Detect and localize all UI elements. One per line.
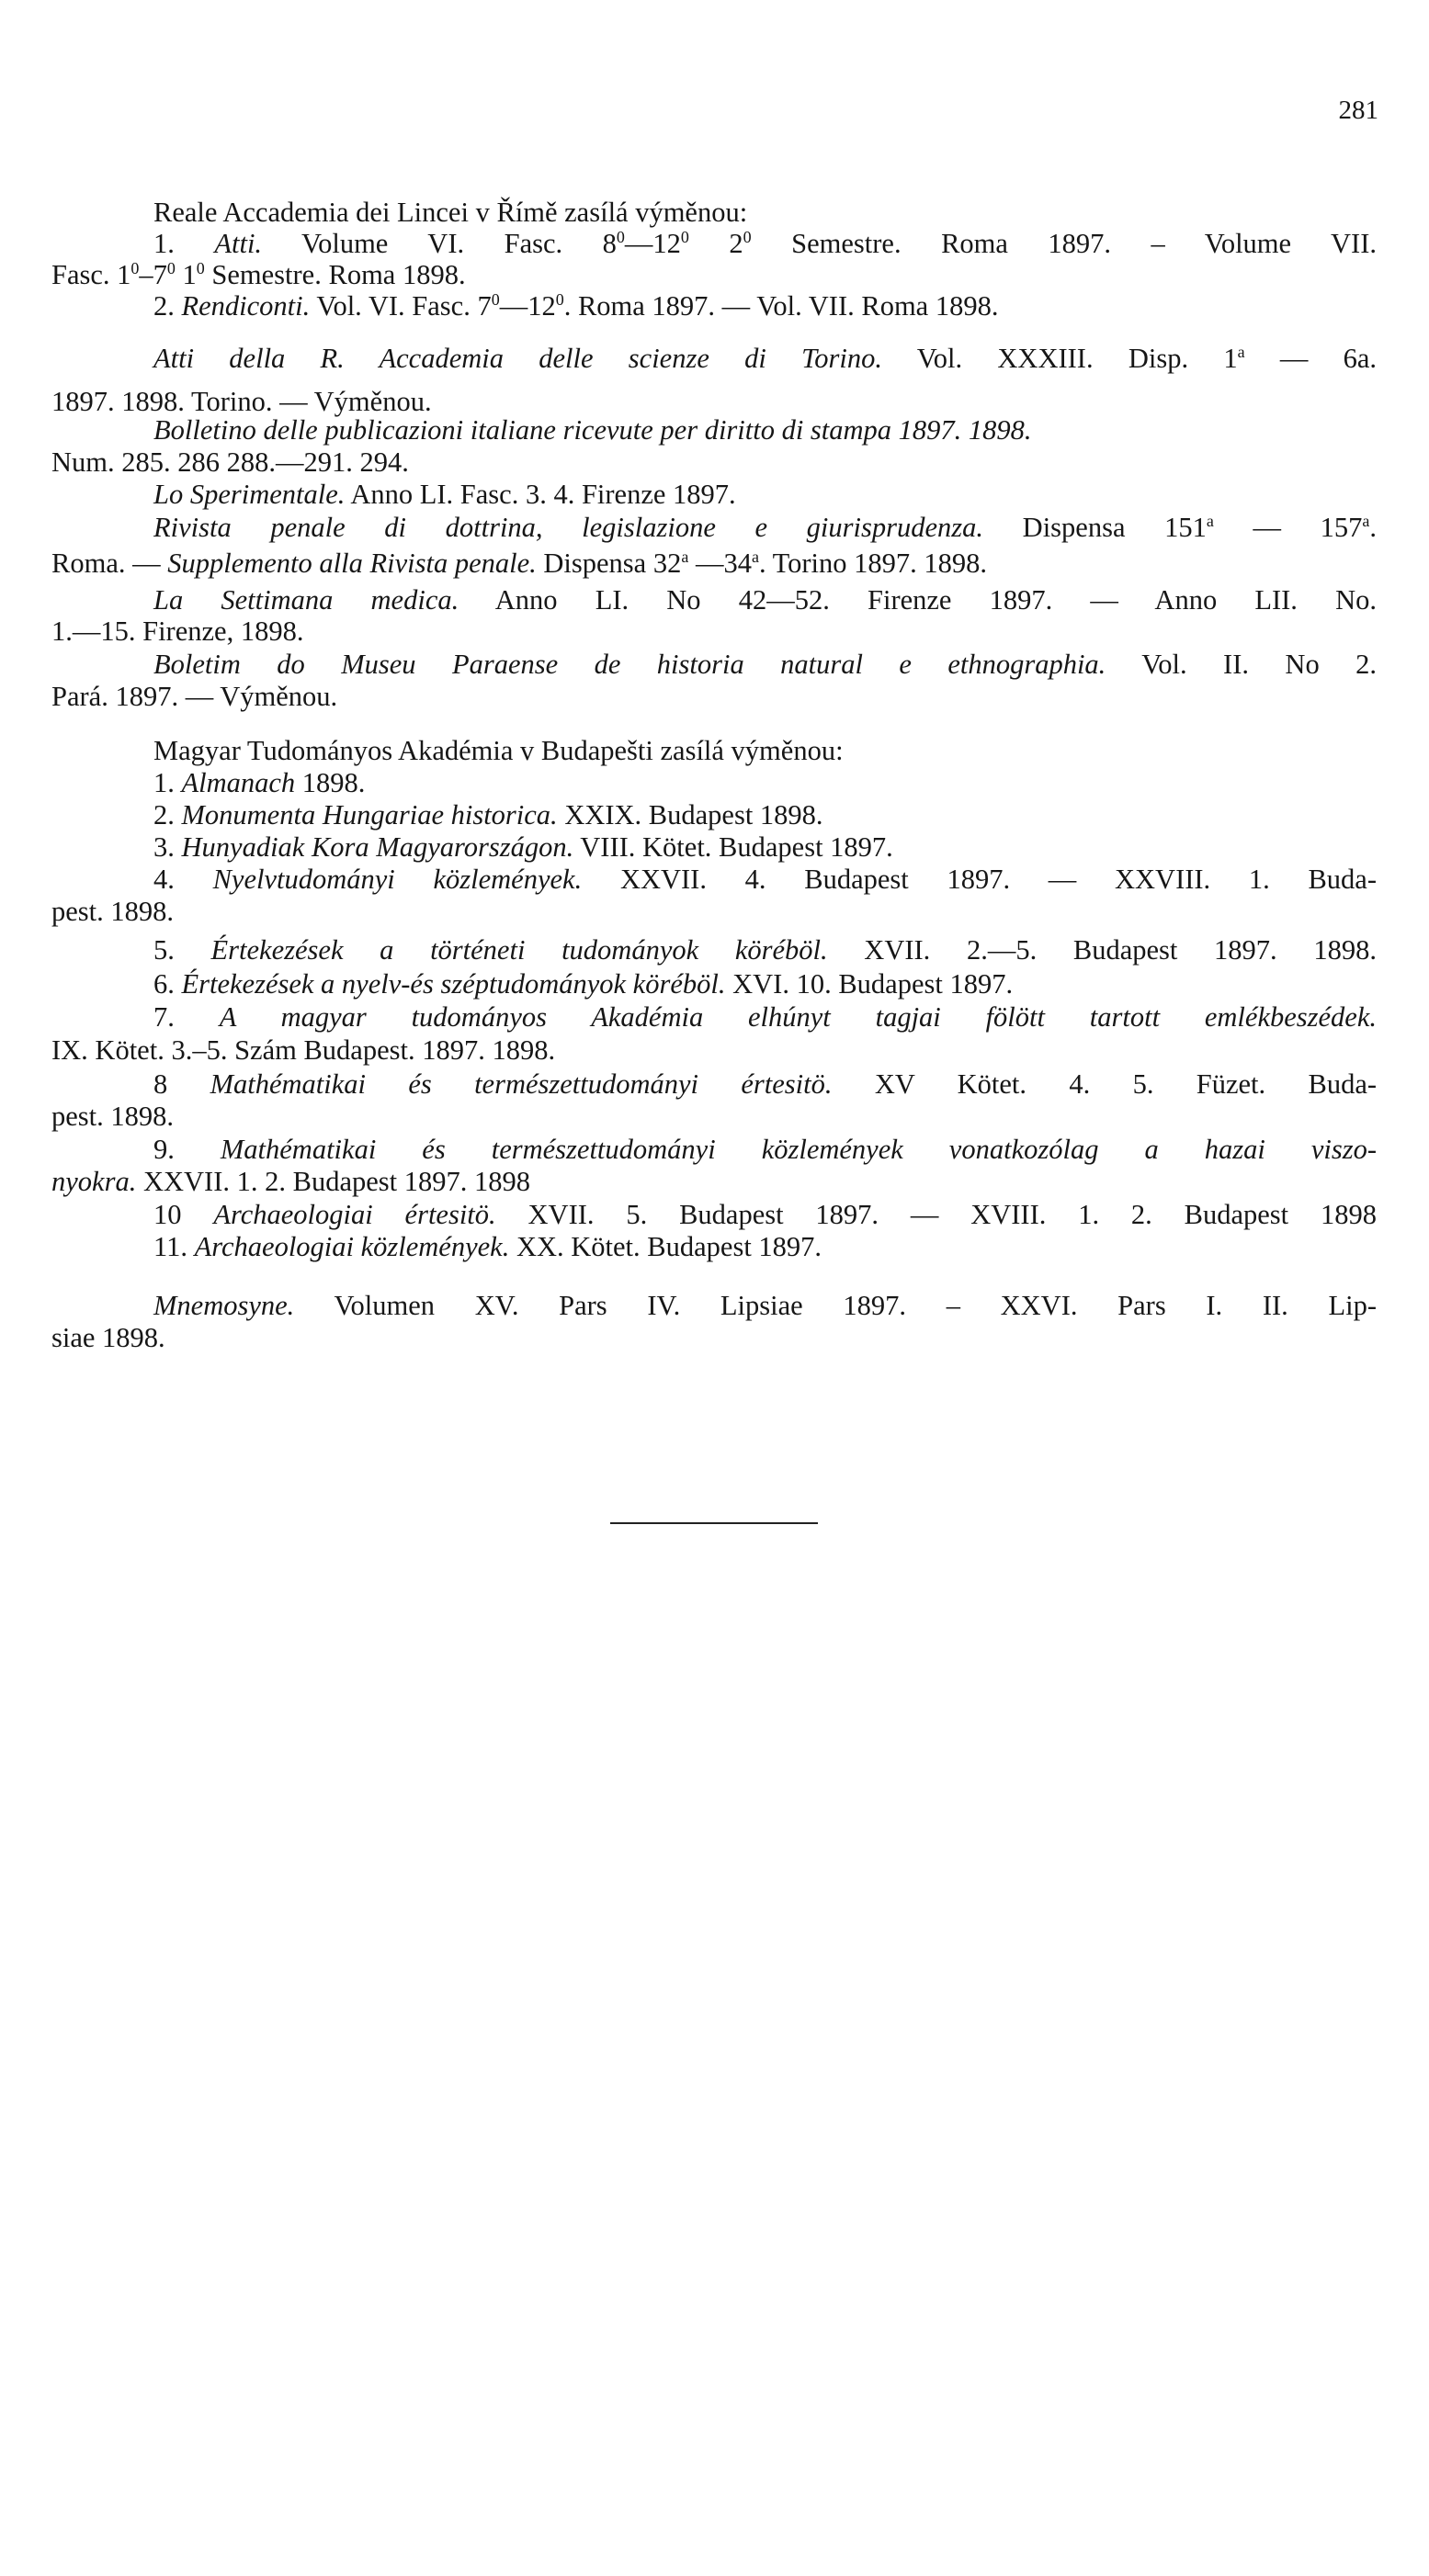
list-item: 7. A magyar tudományos Akadémia elhúnyt tagjai fölött tartott emlékbeszédek.	[153, 1001, 1377, 1033]
list-item: 2. Monumenta Hungariae historica. XXIX. Budapest 1898.	[153, 799, 823, 830]
section-divider	[610, 1522, 818, 1524]
sperimentale-line: Lo Sperimentale. Anno LI. Fasc. 3. 4. Firenze 1897.	[153, 479, 736, 510]
list-item: 4. Nyelvtudományi közlemények. XXVII. 4. Budapest 1897. — XXVIII. 1. Buda-	[153, 864, 1378, 895]
lincei-line-1: 1. Atti. Volume VI. Fasc. $8^0—12^0$ $2^0$ Semestre. Roma 1897. – Volume VII.	[153, 227, 1377, 259]
list-item-continuation: pest. 1898.	[51, 896, 175, 927]
lincei-line-2: Fasc. $1^0-7^0$ $1^0$ Semestre. Roma 1898.	[51, 258, 466, 290]
rivista-line-2: Roma. — Supplemento alla Rivista penale. Dispensa 32$^a$ —34$^a$. Torino 1897. 1898.	[51, 547, 988, 579]
list-item: 10 Archaeologiai értesitö. XVII. 5. Budapest 1897. — XVIII. 1. 2. Budapest 1898	[153, 1199, 1377, 1230]
list-item: 11. Archaeologiai közlemények. XX. Kötet. Budapest 1897.	[153, 1231, 822, 1262]
settimana-line-2: 1.—15. Firenze, 1898.	[51, 616, 304, 647]
torino-line-2: 1897. 1898. Torino. — Výměnou.	[51, 386, 432, 417]
mnemosyne-line-2: siae 1898.	[51, 1322, 165, 1353]
boletim-line-1: Boletim do Museu Paraense de historia natural e ethnographia. Vol. II. No 2.	[153, 649, 1377, 680]
list-item: 8 Mathématikai és természettudományi értesitö. XV Kötet. 4. 5. Füzet. Buda-	[153, 1068, 1378, 1100]
mnemosyne-line-1: Mnemosyne. Volumen XV. Pars IV. Lipsiae 1897. – XXVI. Pars I. II. Lip-	[153, 1290, 1377, 1321]
list-item: 1. Almanach 1898.	[153, 767, 366, 798]
magyar-heading: Magyar Tudományos Akadémia v Budapešti zasílá výměnou:	[153, 735, 844, 766]
list-item-continuation: IX. Kötet. 3.–5. Szám Budapest. 1897. 1898.	[51, 1034, 556, 1066]
lincei-line-3: 2. Rendiconti. Vol. VI. Fasc. $7^0—12^0$. Roma 1897. — Vol. VII. Roma 1898.	[153, 289, 999, 322]
torino-line-1: Atti della R. Accademia delle scienze di Torino. Vol. XXXIII. Disp. 1$^a$ — 6a.	[153, 342, 1378, 374]
bolletino-line-2: Num. 285. 286 288.—291. 294.	[51, 446, 409, 478]
list-item-continuation: nyokra. XXVII. 1. 2. Budapest 1897. 1898	[51, 1166, 530, 1197]
settimana-line-1: La Settimana medica. Anno LI. No 42—52. Firenze 1897. — Anno LII. No.	[153, 584, 1378, 616]
list-item: 9. Mathématikai és természettudományi közlemények vonatkozólag a hazai viszo-	[153, 1134, 1377, 1165]
boletim-line-2: Pará. 1897. — Výměnou.	[51, 681, 338, 712]
rivista-line-1: Rivista penale di dottrina, legislazione e giurisprudenza. Dispensa 151$^a$ — 157$^a$.	[153, 511, 1378, 543]
list-item: 5. Értekezések a történeti tudományok köréböl. XVII. 2.—5. Budapest 1897. 1898.	[153, 934, 1377, 966]
list-item: 3. Hunyadiak Kora Magyarországon. VIII. Kötet. Budapest 1897.	[153, 831, 893, 863]
bolletino-line-1: Bolletino delle publicazioni italiane ricevute per diritto di stampa 1897. 1898.	[153, 414, 1032, 446]
list-item-continuation: pest. 1898.	[51, 1101, 175, 1132]
page-number: 281	[1338, 96, 1378, 125]
lincei-heading: Reale Accademia dei Lincei v Římě zasílá výměnou:	[153, 197, 748, 228]
list-item: 6. Értekezések a nyelv-és széptudományok köréböl. XVI. 10. Budapest 1897.	[153, 968, 1014, 1000]
